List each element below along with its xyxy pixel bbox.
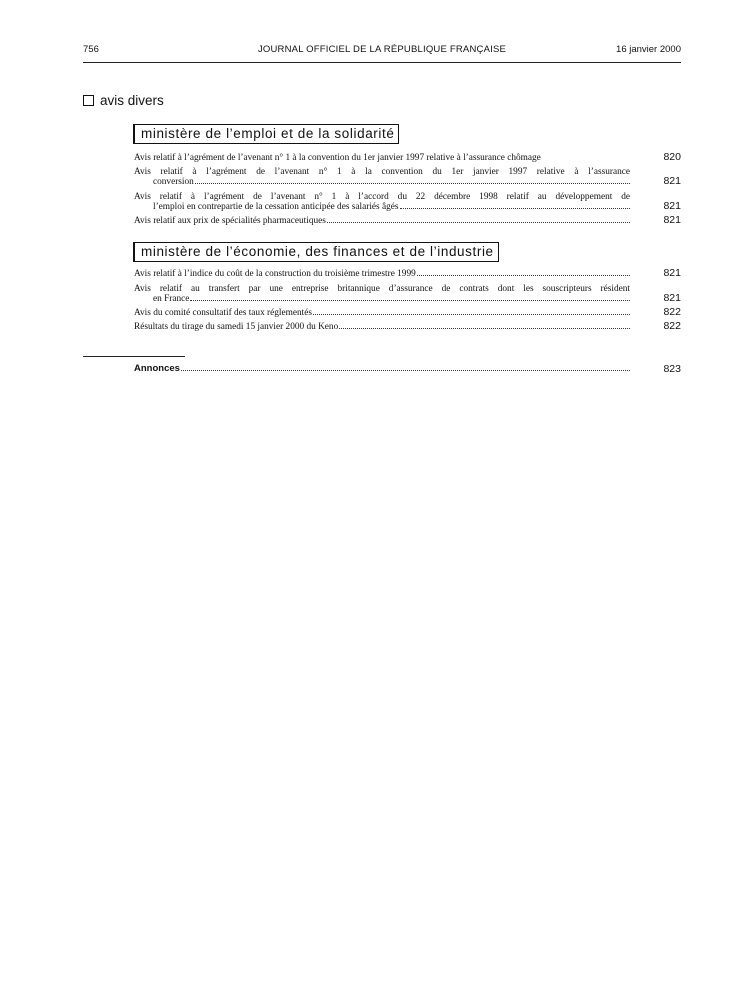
entry-page: 822: [663, 306, 681, 318]
entry-text: Résultats du tirage du samedi 15 janvier 2000 du Keno: [134, 322, 339, 332]
toc-entry-annonces[interactable]: [134, 363, 681, 374]
annonces-label: Annonces: [134, 363, 180, 374]
annonces-page: 823: [663, 363, 681, 375]
dot-leader: [400, 208, 631, 209]
dot-leader: [181, 370, 630, 371]
ministry-heading-emploi: ministère de l’emploi et de la solidarité: [133, 124, 399, 144]
entry-text: Avis relatif à l’agrément de l’avenant n° 1 à la convention du 1er janvier 1997 relative à l’assurance chômage: [134, 153, 541, 163]
separator-rule: [83, 356, 185, 357]
toc-entry[interactable]: [134, 192, 681, 212]
header-rule: [83, 62, 681, 63]
section-title: avis divers: [100, 93, 164, 108]
entry-text: Avis relatif aux prix de spécialités pharmaceutiques: [134, 216, 326, 226]
entry-text-line2: en France: [153, 294, 190, 304]
entry-page: 822: [663, 320, 681, 332]
dot-leader: [417, 275, 630, 276]
dot-leader: [313, 314, 630, 315]
toc-entry[interactable]: [134, 269, 681, 279]
dot-leader: [339, 328, 630, 329]
toc-entry[interactable]: [134, 322, 681, 332]
page-header: [83, 44, 681, 62]
entry-text: Avis du comité consultatif des taux réglementés: [134, 308, 312, 318]
entry-text-line1: Avis relatif à l’agrément de l’avenant n° 1 à l’accord du 22 décembre 1998 relatif au développement de: [134, 192, 630, 202]
entry-page: 821: [663, 214, 681, 226]
entry-text: Avis relatif à l’indice du coût de la construction du troisième trimestre 1999: [134, 269, 416, 279]
entry-page: 821: [663, 292, 681, 304]
checkbox-icon: [83, 95, 94, 106]
toc-entry[interactable]: [134, 153, 681, 163]
ministry-heading-economie: ministère de l’économie, des finances et de l’industrie: [133, 242, 499, 262]
toc-entry[interactable]: [134, 167, 681, 187]
entry-page: 820: [663, 151, 681, 163]
entry-page: 821: [663, 200, 681, 212]
entry-text-line1: Avis relatif au transfert par une entreprise britannique d’assurance de contrats dont les souscripteurs résident: [134, 284, 630, 294]
dot-leader: [327, 222, 630, 223]
header-page-number: 756: [83, 44, 99, 55]
toc-entry[interactable]: [134, 308, 681, 318]
entry-text-line2: conversion: [153, 177, 194, 187]
entry-text-line1: Avis relatif à l’agrément de l’avenant n° 1 à la convention du 1er janvier 1997 relative à l’assurance: [134, 167, 630, 177]
header-journal-title: JOURNAL OFFICIEL DE LA RÉPUBLIQUE FRANÇAISE: [257, 44, 507, 55]
entry-page: 821: [663, 175, 681, 187]
header-date: 16 janvier 2000: [616, 44, 681, 55]
dot-leader: [190, 300, 630, 301]
dot-leader: [195, 183, 630, 184]
toc-entry[interactable]: [134, 216, 681, 226]
section-heading: [83, 93, 164, 108]
toc-entry[interactable]: [134, 284, 681, 304]
entry-text-line2: l’emploi en contrepartie de la cessation anticipée des salariés âgés: [153, 202, 399, 212]
entry-page: 821: [663, 267, 681, 279]
